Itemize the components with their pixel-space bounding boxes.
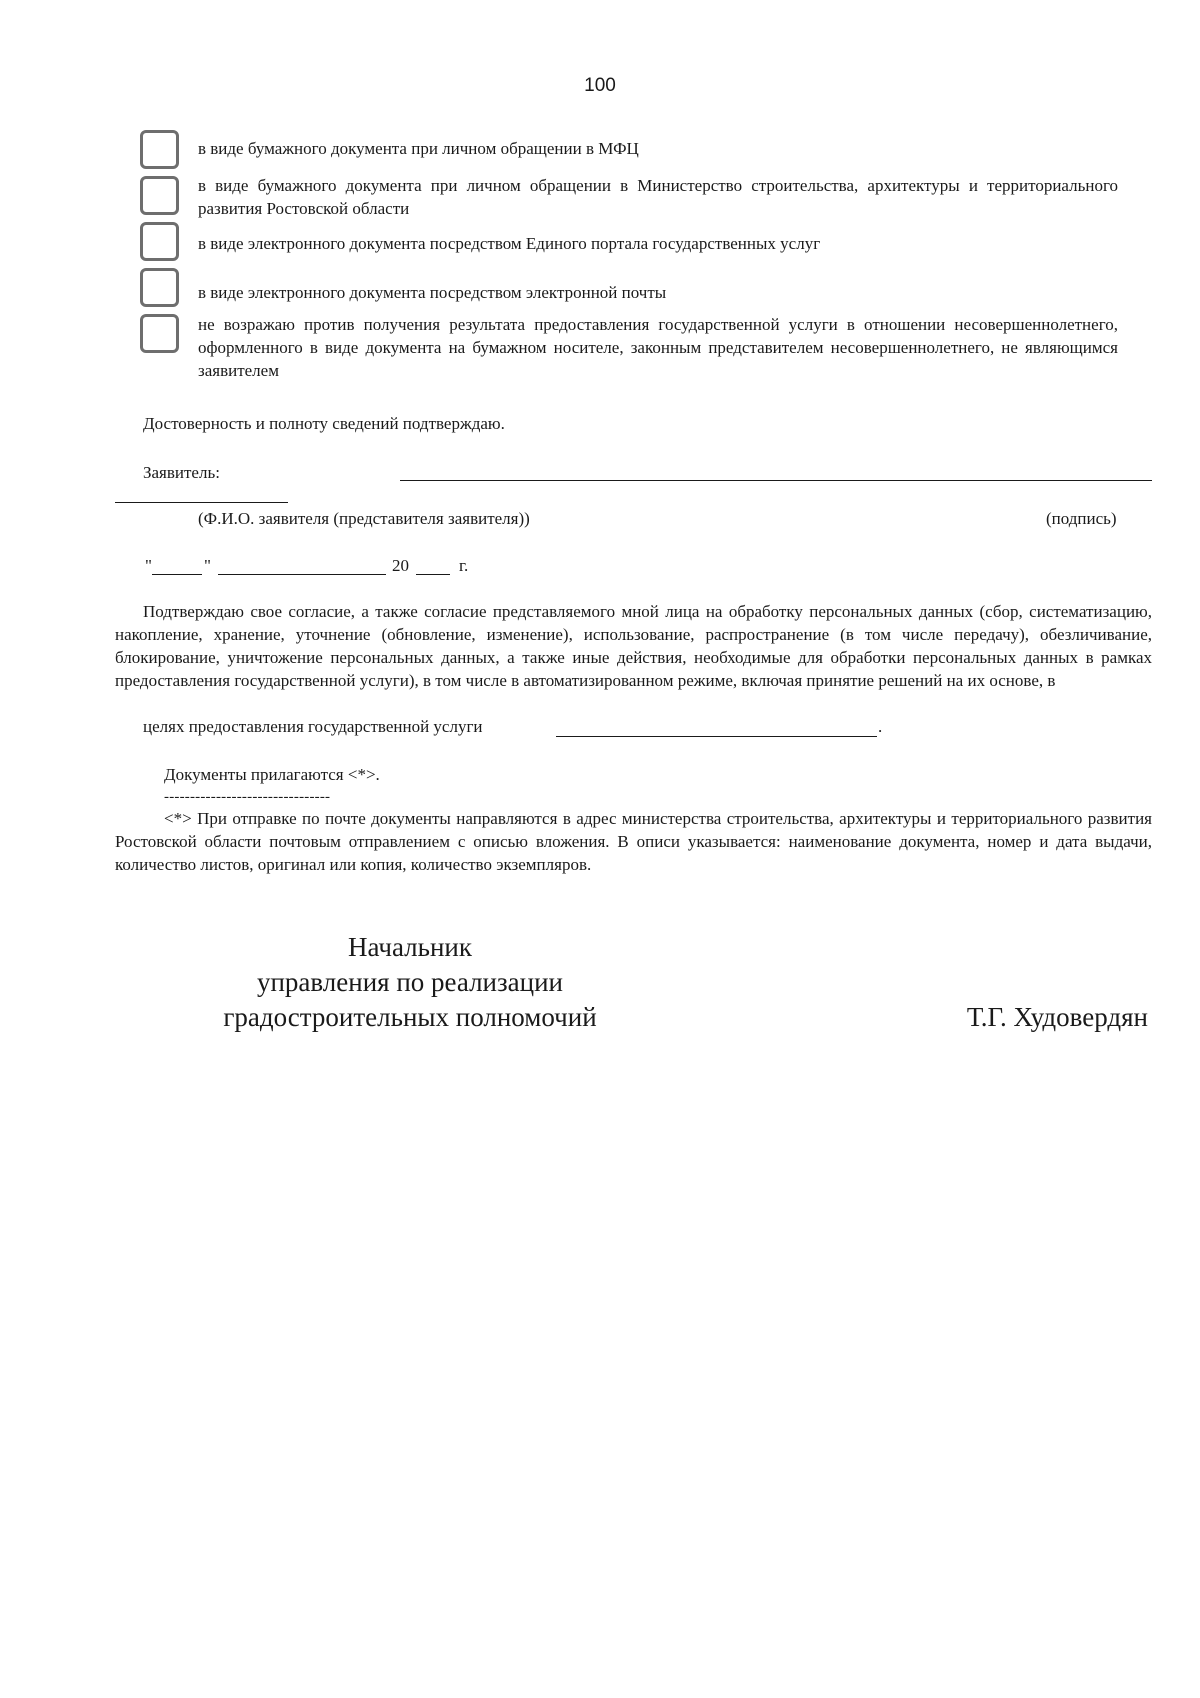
position-line-3: градостроительных полномочий — [223, 1002, 597, 1032]
checkbox-minor[interactable] — [140, 314, 179, 353]
position-line-1: Начальник — [347, 932, 472, 962]
date-day-field[interactable] — [152, 574, 202, 575]
checkbox-mfc[interactable] — [140, 130, 179, 169]
consent-paragraph — [115, 600, 1152, 692]
applicant-fio-line[interactable] — [115, 502, 288, 503]
page-number: 100 — [584, 75, 616, 96]
checkbox-portal[interactable] — [140, 222, 179, 261]
signature-caption: (подпись) — [1046, 509, 1117, 528]
option-label-email: в виде электронного документа посредством электронной почты — [198, 283, 667, 302]
consent-purpose-field[interactable] — [556, 736, 877, 737]
attachments-text: Документы прилагаются <*>. — [164, 765, 380, 784]
date-year-prefix: 20 — [392, 556, 409, 575]
date-close-quote: " — [204, 556, 211, 575]
position-line-2: управления по реализации — [256, 967, 563, 997]
applicant-signature-line[interactable] — [400, 480, 1152, 481]
checkbox-email[interactable] — [140, 268, 179, 307]
option-label-minor: не возражаю против получения результата предоставления государственной услуги в отношении несовершеннолетнего, оформленного в виде документа на бумажном носителе, законным представителем несовершеннолетнего, не являющимся заявителем — [198, 315, 1118, 380]
footnote-text: <*> При отправке по почте документы направляются в адрес министерства строительства, архитектуры и территориального развития Ростовской области почтовым отправлением с описью вложения. В описи указывается: наименование документа, номер и дата выдачи, количество листов, оригинал или копия, количество экземпляров. — [115, 809, 1152, 874]
signatory-position — [130, 930, 690, 1035]
date-year-suffix: г. — [459, 556, 469, 575]
option-label-ministry: в виде бумажного документа при личном обращении в Министерство строительства, архитектуры и территориального развития Ростовской области — [198, 176, 1118, 218]
checkbox-ministry[interactable] — [140, 176, 179, 215]
applicant-label: Заявитель: — [143, 463, 220, 482]
confirmation-text: Достоверность и полноту сведений подтверждаю. — [143, 414, 505, 433]
footnote — [115, 807, 1152, 876]
date-month-field[interactable] — [218, 574, 386, 575]
option-label-mfc: в виде бумажного документа при личном обращении в МФЦ — [198, 139, 639, 158]
consent-purpose-label: целях предоставления государственной услуги — [143, 717, 483, 736]
footnote-separator: -------------------------------- — [164, 789, 331, 805]
date-year-field[interactable] — [416, 574, 450, 575]
consent-text: Подтверждаю свое согласие, а также согласие представляемого мной лица на обработку персональных данных (сбор, систематизацию, накопление, хранение, уточнение (обновление, изменение), использование, распространение (в том числе передачу), обезличивание, блокирование, уничтожение персональных данных, а также иные действия, необходимые для обработки персональных данных в рамках предоставления государственной услуги), в том числе в автоматизированном режиме, включая принятие решений на их основе, в — [115, 602, 1152, 690]
fio-caption: (Ф.И.О. заявителя (представителя заявителя)) — [198, 509, 530, 528]
option-label-portal: в виде электронного документа посредством Единого портала государственных услуг — [198, 234, 821, 253]
date-open-quote: " — [145, 556, 152, 575]
signatory-name: Т.Г. Худовердян — [966, 1002, 1148, 1032]
consent-purpose-end: . — [878, 717, 883, 736]
